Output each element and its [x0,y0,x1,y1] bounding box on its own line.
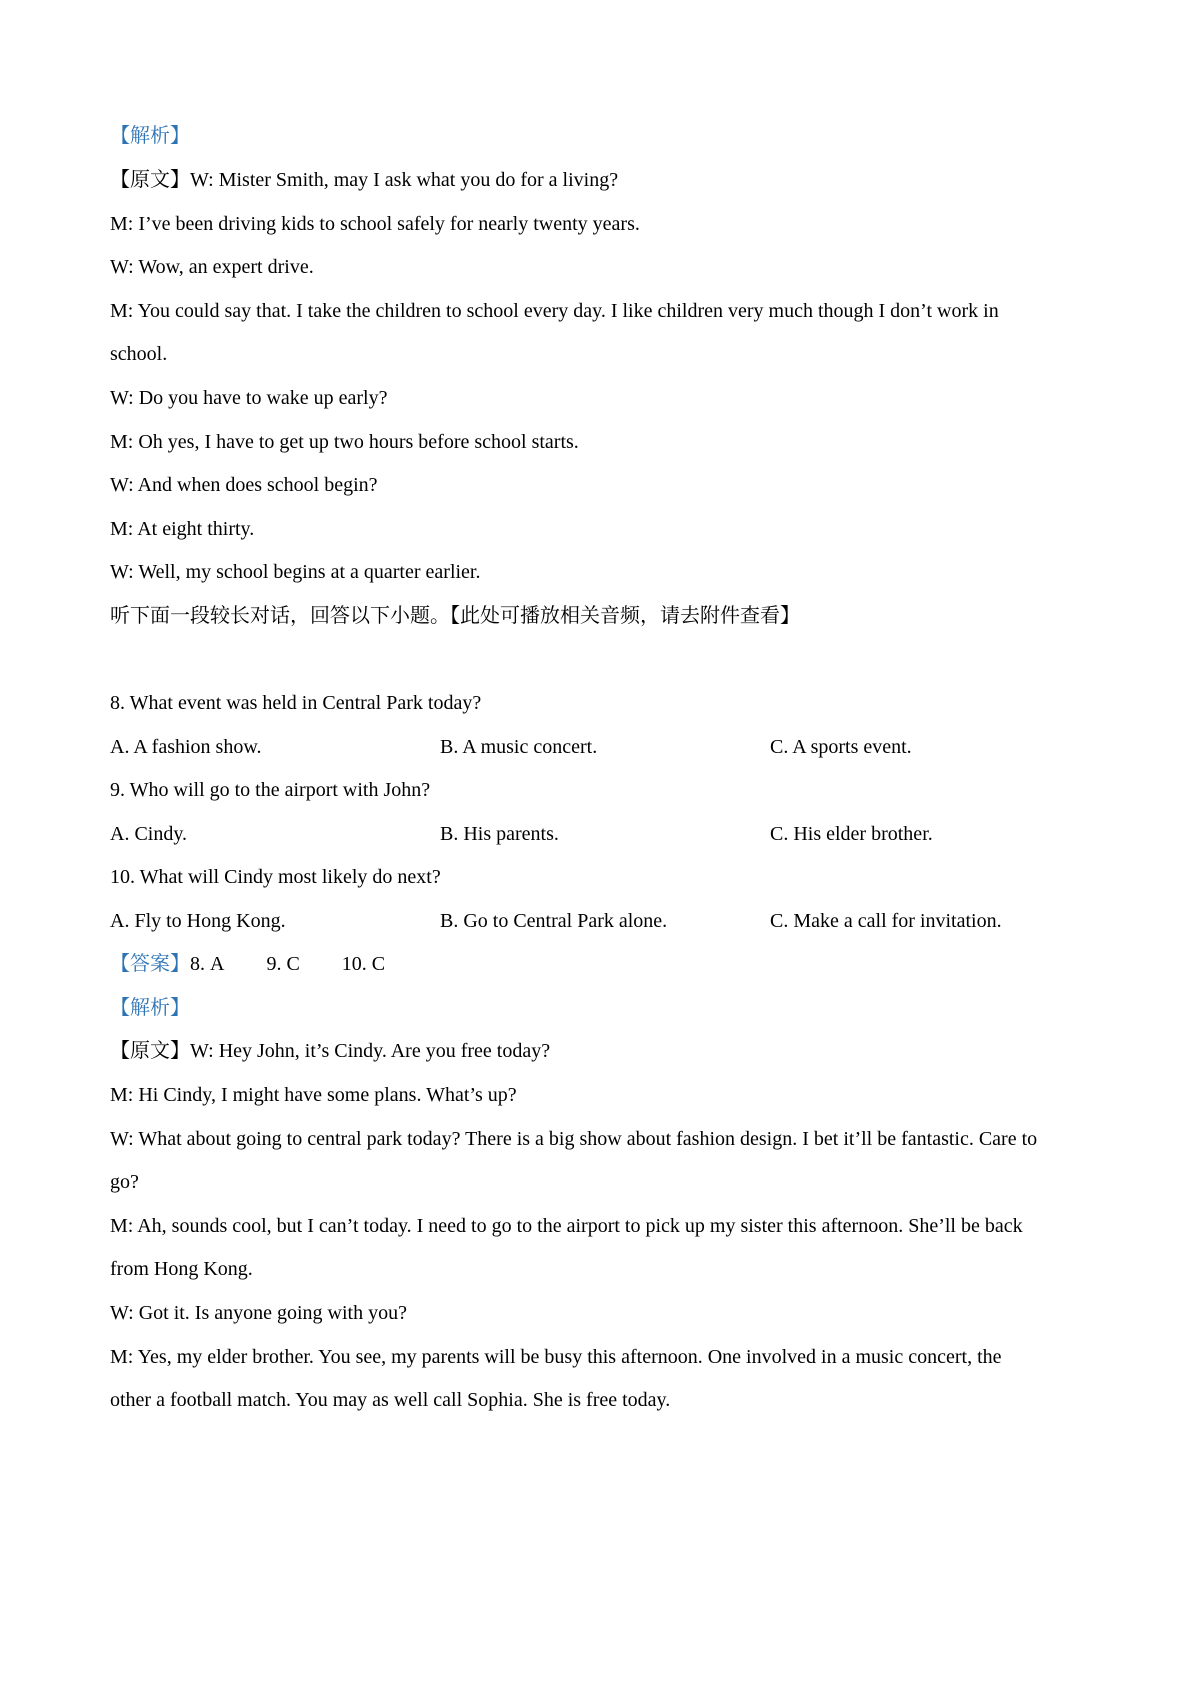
transcript-line-1 [110,166,1110,194]
answer-item: 8. A [190,953,225,975]
question-10: 10. What will Cindy most likely do next? [110,866,441,888]
option-c: C. Make a call for invitation. [770,910,1002,932]
dialogue-line: M: Hi Cindy, I might have some plans. What’s up? [110,1084,517,1106]
question-8: 8. What event was held in Central Park today? [110,692,482,714]
option-c: C. His elder brother. [770,823,933,845]
dialogue-line: W: Mister Smith, may I ask what you do for a living? [190,169,619,191]
answer-line [110,950,1110,978]
dialogue-line: M: Oh yes, I have to get up two hours before school starts. [110,431,579,453]
option-a: A. A fashion show. [110,736,262,758]
dialogue-line: W: Well, my school begins at a quarter earlier. [110,561,481,583]
dialogue-line: W: Hey John, it’s Cindy. Are you free today? [190,1040,551,1062]
option-a: A. Cindy. [110,823,188,845]
option-b: B. His parents. [440,823,559,845]
dialogue-line: M: At eight thirty. [110,518,255,540]
option-b: B. A music concert. [440,736,598,758]
dialogue-line: go? [110,1171,139,1193]
dialogue-line: from Hong Kong. [110,1258,253,1280]
dialogue-line: M: You could say that. I take the children to school every day. I like children very much though I don’t work in [110,300,999,322]
dialogue-line: other a football match. You may as well call Sophia. She is free today. [110,1389,671,1411]
option-a: A. Fly to Hong Kong. [110,910,286,932]
dialogue-line: W: Got it. Is anyone going with you? [110,1302,407,1324]
option-b: B. Go to Central Park alone. [440,910,668,932]
options-8 [110,733,1110,761]
dialogue-line: W: Do you have to wake up early? [110,387,388,409]
original-text-tag: 【原文】 [110,169,190,191]
answer-item: 9. C [266,953,300,975]
dialogue-line: school. [110,343,168,365]
dialogue-line: W: And when does school begin? [110,474,378,496]
dialogue-line: W: What about going to central park today? There is a big show about fashion design. I bet it’ll be fantastic. Care to [110,1128,1038,1150]
dialogue-line: W: Wow, an expert drive. [110,256,314,278]
answer-item: 10. C [341,953,386,975]
original-text-tag: 【原文】 [110,1040,190,1062]
listening-instruction: 听下面一段较长对话，回答以下小题。【此处可播放相关音频，请去附件查看】 [110,605,800,627]
question-9: 9. Who will go to the airport with John? [110,779,431,801]
options-10 [110,907,1110,935]
answer-tag: 【答案】 [110,953,190,975]
analysis-heading-2: 【解析】 [110,997,190,1019]
options-9 [110,820,1110,848]
transcript-line-1 [110,1037,1110,1065]
option-c: C. A sports event. [770,736,912,758]
dialogue-line: M: Ah, sounds cool, but I can’t today. I need to go to the airport to pick up my sister this afternoon. She’ll be back [110,1215,1023,1237]
analysis-heading-1: 【解析】 [110,125,190,147]
dialogue-line: M: I’ve been driving kids to school safely for nearly twenty years. [110,213,640,235]
dialogue-line: M: Yes, my elder brother. You see, my parents will be busy this afternoon. One involved in a music concert, the [110,1346,1002,1368]
